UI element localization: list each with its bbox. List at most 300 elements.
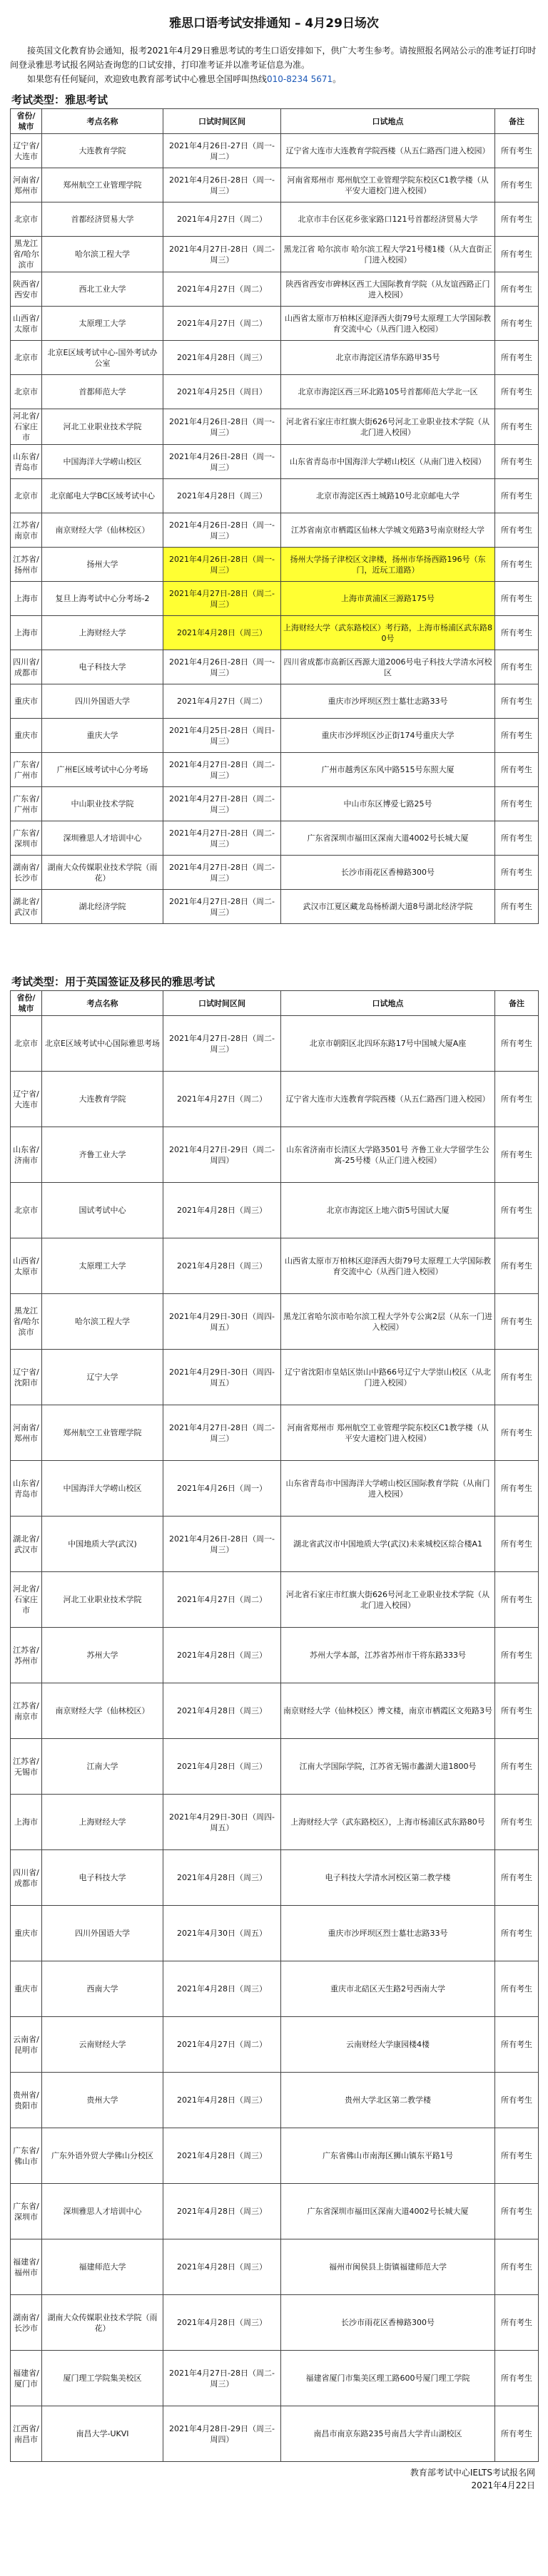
- intro: [10, 43, 538, 86]
- cell-note: 所有考生: [495, 1628, 539, 1683]
- cell-note: 所有考生: [495, 1572, 539, 1628]
- cell-note: 所有考生: [495, 1961, 539, 2017]
- cell-note: 所有考生: [495, 2351, 539, 2406]
- cell-time: 2021年4月25日（周日）: [163, 375, 281, 409]
- cell-note: 所有考生: [495, 548, 539, 582]
- cell-city: 江苏省/南京市: [11, 513, 42, 548]
- cell-city: 北京市: [11, 341, 42, 375]
- cell-time: 2021年4月28日（周三）: [163, 2295, 281, 2351]
- cell-center: 大连教育学院: [42, 1072, 163, 1127]
- cell-center: 中国地质大学(武汉): [42, 1517, 163, 1572]
- cell-note: 所有考生: [495, 2073, 539, 2128]
- table-row: [11, 719, 539, 753]
- cell-note: 所有考生: [495, 1906, 539, 1961]
- cell-venue: 山东省济南市长清区大学路3501号 齐鲁工业大学留学生公寓-25号楼（从正门进入校园）: [281, 1127, 495, 1183]
- cell-city: 湖南省/长沙市: [11, 2295, 42, 2351]
- cell-city: 辽宁省/沈阳市: [11, 1350, 42, 1405]
- cell-time: 2021年4月27日（周二）: [163, 1572, 281, 1628]
- cell-venue: 山西省太原市万柏林区迎泽西大街79号太原理工大学国际教育交流中心（从西门进入校园）: [281, 1238, 495, 1294]
- cell-note: 所有考生: [495, 513, 539, 548]
- cell-city: 山东省/青岛市: [11, 1461, 42, 1517]
- cell-time: 2021年4月28日（周三）: [163, 1238, 281, 1294]
- cell-center: 重庆大学: [42, 719, 163, 753]
- cell-note: 所有考生: [495, 307, 539, 341]
- cell-city: 江苏省/南京市: [11, 1683, 42, 1739]
- cell-note: 所有考生: [495, 719, 539, 753]
- cell-venue: 长沙市雨花区香樟路300号: [281, 2295, 495, 2351]
- cell-time: 2021年4月28日（周三）: [163, 2128, 281, 2184]
- cell-note: 所有考生: [495, 375, 539, 409]
- cell-note: 所有考生: [495, 1350, 539, 1405]
- cell-note: 所有考生: [495, 650, 539, 684]
- cell-venue: 武汉市江夏区藏龙岛杨桥湖大道8号湖北经济学院: [281, 890, 495, 924]
- cell-center: 云南财经大学: [42, 2017, 163, 2073]
- cell-city: 北京市: [11, 479, 42, 513]
- cell-venue: 辽宁省大连市大连教育学院西楼（从五仁路西门进入校园）: [281, 1072, 495, 1127]
- header-time: 口试时间区间: [163, 991, 281, 1016]
- section2-body: [11, 1016, 539, 2462]
- cell-center: 哈尔滨工程大学: [42, 1294, 163, 1350]
- header-time: 口试时间区间: [163, 109, 281, 134]
- cell-venue: 中山市东区博爱七路25号: [281, 787, 495, 821]
- section1-heading: 考试类型：雅思考试: [11, 93, 108, 106]
- cell-venue: 重庆市北碚区天生路2号西南大学: [281, 1961, 495, 2017]
- cell-city: 上海市: [11, 582, 42, 616]
- table-row: [11, 2295, 539, 2351]
- header-center: 考点名称: [42, 991, 163, 1016]
- cell-time: 2021年4月28日（周三）: [163, 2184, 281, 2239]
- cell-city: 上海市: [11, 1795, 42, 1850]
- cell-time: 2021年4月26日-28日（周一-周三）: [163, 168, 281, 202]
- cell-venue: 苏州大学本部，江苏省苏州市干将东路333号: [281, 1628, 495, 1683]
- cell-venue: 山西省太原市万柏林区迎泽西大街79号太原理工大学国际教育交流中心（从西门进入校园）: [281, 307, 495, 341]
- cell-time: 2021年4月26日-28日（周一-周三）: [163, 409, 281, 445]
- cell-center: 西北工业大学: [42, 272, 163, 307]
- notice-page: [10, 0, 538, 2492]
- cell-city: 重庆市: [11, 684, 42, 719]
- table-row: [11, 684, 539, 719]
- cell-time: 2021年4月28日（周三）: [163, 1628, 281, 1683]
- header-venue: 口试地点: [281, 109, 495, 134]
- cell-note: 所有考生: [495, 821, 539, 856]
- cell-venue: 南昌市南京东路235号南昌大学青山湖校区: [281, 2406, 495, 2462]
- cell-note: 所有考生: [495, 753, 539, 787]
- cell-note: 所有考生: [495, 237, 539, 272]
- cell-center: 南昌大学-UKVI: [42, 2406, 163, 2462]
- cell-note: 所有考生: [495, 684, 539, 719]
- cell-note: 所有考生: [495, 1238, 539, 1294]
- footer-date: 2021年4月22日: [471, 2480, 535, 2490]
- table-row: [11, 1350, 539, 1405]
- cell-center: 西南大学: [42, 1961, 163, 2017]
- cell-time: 2021年4月28日（周三）: [163, 479, 281, 513]
- cell-time: 2021年4月28日-29日（周三-周四）: [163, 2406, 281, 2462]
- header-center: 考点名称: [42, 109, 163, 134]
- footer: [10, 2466, 538, 2492]
- cell-city: 江苏省/扬州市: [11, 548, 42, 582]
- cell-time: 2021年4月28日（周三）: [163, 1850, 281, 1906]
- cell-time: 2021年4月26日-28日（周一-周三）: [163, 513, 281, 548]
- cell-city: 北京市: [11, 202, 42, 237]
- cell-time: 2021年4月28日（周三）: [163, 2073, 281, 2128]
- cell-note: 所有考生: [495, 2184, 539, 2239]
- cell-city: 上海市: [11, 616, 42, 650]
- cell-note: 所有考生: [495, 616, 539, 650]
- contact-prefix: 如果您有任何疑问，欢迎致电教育部考试中心雅思全国呼叫热线: [27, 74, 268, 84]
- cell-venue: 北京市海淀区上地六街5号国试大厦: [281, 1183, 495, 1238]
- table-row: [11, 202, 539, 237]
- cell-city: 重庆市: [11, 719, 42, 753]
- cell-center: 湖南大众传媒职业技术学院（雨花）: [42, 2295, 163, 2351]
- header-city: 省份/城市: [11, 991, 42, 1016]
- cell-venue: 上海市黄浦区三源路175号: [281, 582, 495, 616]
- cell-center: 太原理工大学: [42, 307, 163, 341]
- cell-time: 2021年4月26日-28日（周一-周三）: [163, 1517, 281, 1572]
- cell-venue: 福州市闽侯县上街镇福建师范大学: [281, 2239, 495, 2295]
- cell-center: 大连教育学院: [42, 134, 163, 168]
- cell-city: 河南省/郑州市: [11, 1405, 42, 1461]
- cell-venue: 河北省石家庄市红旗大街626号河北工业职业技术学院（从北门进入校园）: [281, 1572, 495, 1628]
- table-row: [11, 513, 539, 548]
- cell-city: 山西省/太原市: [11, 307, 42, 341]
- section2-heading: 考试类型：用于英国签证及移民的雅思考试: [11, 975, 215, 988]
- cell-note: 所有考生: [495, 1461, 539, 1517]
- cell-center: 上海财经大学: [42, 1795, 163, 1850]
- cell-venue: 陕西省西安市碑林区西工大国际教育学院（从友谊西路正门进入校园）: [281, 272, 495, 307]
- cell-note: 所有考生: [495, 856, 539, 890]
- table-row: [11, 2128, 539, 2184]
- cell-venue: 黑龙江省 哈尔滨市 哈尔滨工程大学21号楼1楼（从大直街正门进入校园）: [281, 237, 495, 272]
- cell-center: 河北工业职业技术学院: [42, 1572, 163, 1628]
- cell-center: 郑州航空工业管理学院: [42, 168, 163, 202]
- cell-note: 所有考生: [495, 787, 539, 821]
- cell-note: 所有考生: [495, 1739, 539, 1795]
- cell-center: 哈尔滨工程大学: [42, 237, 163, 272]
- cell-city: 江苏省/无锡市: [11, 1739, 42, 1795]
- cell-venue: 贵州大学北区第二教学楼: [281, 2073, 495, 2128]
- table-row: [11, 856, 539, 890]
- table-header-row: [11, 109, 539, 134]
- cell-time: 2021年4月27日-28日（周二-周三）: [163, 856, 281, 890]
- cell-center: 贵州大学: [42, 2073, 163, 2128]
- section1-body: [11, 134, 539, 924]
- cell-venue: 湖北省武汉市中国地质大学(武汉)未来城校区综合楼A1: [281, 1517, 495, 1572]
- table-row: [11, 2351, 539, 2406]
- cell-city: 河北省/石家庄市: [11, 1572, 42, 1628]
- cell-center: 太原理工大学: [42, 1238, 163, 1294]
- cell-note: 所有考生: [495, 2017, 539, 2073]
- cell-city: 河北省/石家庄市: [11, 409, 42, 445]
- table-row: [11, 753, 539, 787]
- cell-time: 2021年4月27日-28日（周二-周三）: [163, 2351, 281, 2406]
- cell-time: 2021年4月27日-28日（周二-周三）: [163, 890, 281, 924]
- table-row: [11, 2017, 539, 2073]
- table-row: [11, 307, 539, 341]
- table-row: [11, 1572, 539, 1628]
- table-row: [11, 237, 539, 272]
- cell-center: 齐鲁工业大学: [42, 1127, 163, 1183]
- table-row: [11, 1127, 539, 1183]
- cell-time: 2021年4月27日-28日（周二-周三）: [163, 237, 281, 272]
- table-row: [11, 2073, 539, 2128]
- cell-note: 所有考生: [495, 479, 539, 513]
- cell-city: 广东省/深圳市: [11, 821, 42, 856]
- table-row: [11, 548, 539, 582]
- cell-center: 中国海洋大学崂山校区: [42, 1461, 163, 1517]
- cell-venue: 福建省厦门市集美区理工路600号厦门理工学院: [281, 2351, 495, 2406]
- cell-venue: 南京财经大学（仙林校区）博文楼，南京市栖霞区文苑路3号: [281, 1683, 495, 1739]
- cell-center: 首都师范大学: [42, 375, 163, 409]
- cell-note: 所有考生: [495, 445, 539, 479]
- cell-venue: 云南财经大学康园楼4楼: [281, 2017, 495, 2073]
- cell-city: 黑龙江省/哈尔滨市: [11, 1294, 42, 1350]
- cell-time: 2021年4月29日-30日（周四-周五）: [163, 1795, 281, 1850]
- cell-center: 复旦上海考试中心分考场-2: [42, 582, 163, 616]
- cell-note: 所有考生: [495, 1294, 539, 1350]
- table-row: [11, 1238, 539, 1294]
- cell-note: 所有考生: [495, 1405, 539, 1461]
- cell-time: 2021年4月26日-28日（周一-周三）: [163, 650, 281, 684]
- cell-center: 首都经济贸易大学: [42, 202, 163, 237]
- cell-time: 2021年4月27日-28日（周二-周三）: [163, 1405, 281, 1461]
- cell-time: 2021年4月28日（周三）: [163, 2239, 281, 2295]
- cell-venue: 北京市海淀区清华东路甲35号: [281, 341, 495, 375]
- cell-city: 广东省/广州市: [11, 787, 42, 821]
- cell-center: 四川外国语大学: [42, 684, 163, 719]
- cell-time: 2021年4月30日（周五）: [163, 1906, 281, 1961]
- cell-venue: 重庆市沙坪坝区烈士墓壮志路33号: [281, 684, 495, 719]
- cell-city: 四川省/成都市: [11, 1850, 42, 1906]
- cell-city: 广东省/广州市: [11, 753, 42, 787]
- table-row: [11, 134, 539, 168]
- cell-center: 南京财经大学（仙林校区）: [42, 1683, 163, 1739]
- cell-note: 所有考生: [495, 409, 539, 445]
- cell-city: 福建省/福州市: [11, 2239, 42, 2295]
- cell-city: 湖北省/武汉市: [11, 890, 42, 924]
- cell-center: 上海财经大学: [42, 616, 163, 650]
- cell-center: 电子科技大学: [42, 1850, 163, 1906]
- table-row: [11, 445, 539, 479]
- cell-note: 所有考生: [495, 582, 539, 616]
- table-row: [11, 1461, 539, 1517]
- cell-venue: 江苏省南京市栖霞区仙林大学城文苑路3号南京财经大学: [281, 513, 495, 548]
- table-row: [11, 1072, 539, 1127]
- header-venue: 口试地点: [281, 991, 495, 1016]
- cell-venue: 北京市海淀区西三环北路105号首都师范大学北一区: [281, 375, 495, 409]
- footer-org: 教育部考试中心IELTS考试报名网: [410, 2468, 535, 2478]
- page-title: 雅思口语考试安排通知 – 4月29日场次: [169, 16, 379, 31]
- cell-center: 国试考试中心: [42, 1183, 163, 1238]
- cell-venue: 重庆市沙坪坝区沙正街174号重庆大学: [281, 719, 495, 753]
- cell-center: 郑州航空工业管理学院: [42, 1405, 163, 1461]
- header-note: 备注: [495, 109, 539, 134]
- table-row: [11, 1294, 539, 1350]
- cell-center: 广州E区域考试中心分考场: [42, 753, 163, 787]
- cell-center: 北京E区域考试中心国际雅思考场: [42, 1016, 163, 1072]
- table-row: [11, 1739, 539, 1795]
- cell-venue: 电子科技大学清水河校区第二教学楼: [281, 1850, 495, 1906]
- cell-venue: 辽宁省沈阳市皇姑区崇山中路66号辽宁大学崇山校区（从北门进入校园）: [281, 1350, 495, 1405]
- cell-venue: 辽宁省大连市大连教育学院西楼（从五仁路西门进入校园）: [281, 134, 495, 168]
- cell-city: 山东省/济南市: [11, 1127, 42, 1183]
- table-row: [11, 1795, 539, 1850]
- cell-time: 2021年4月28日（周三）: [163, 1183, 281, 1238]
- cell-venue: 四川省成都市高新区西源大道2006号电子科技大学清水河校区: [281, 650, 495, 684]
- cell-city: 云南省/昆明市: [11, 2017, 42, 2073]
- table-row: [11, 1183, 539, 1238]
- cell-time: 2021年4月27日（周二）: [163, 272, 281, 307]
- cell-city: 四川省/成都市: [11, 650, 42, 684]
- table-row: [11, 890, 539, 924]
- cell-venue: 山东省青岛市中国海洋大学崂山校区国际教育学院（从南门进入校园）: [281, 1461, 495, 1517]
- cell-center: 南京财经大学（仙林校区）: [42, 513, 163, 548]
- cell-note: 所有考生: [495, 2128, 539, 2184]
- cell-city: 黑龙江省/哈尔滨市: [11, 237, 42, 272]
- cell-center: 深圳雅思人才培训中心: [42, 2184, 163, 2239]
- cell-time: 2021年4月27日-28日（周二-周三）: [163, 753, 281, 787]
- table-row: [11, 272, 539, 307]
- cell-city: 江苏省/苏州市: [11, 1628, 42, 1683]
- cell-city: 重庆市: [11, 1906, 42, 1961]
- header-note: 备注: [495, 991, 539, 1016]
- cell-venue: 河南省郑州市 郑州航空工业管理学院东校区C1教学楼（从平安大道校门进入校园）: [281, 168, 495, 202]
- cell-venue: 上海财经大学（武东路校区），上海市杨浦区武东路80号: [281, 1795, 495, 1850]
- cell-venue: 河北省石家庄市红旗大街626号河北工业职业技术学院（从北门进入校园）: [281, 409, 495, 445]
- table-row: [11, 2406, 539, 2462]
- cell-center: 厦门理工学院集美校区: [42, 2351, 163, 2406]
- cell-note: 所有考生: [495, 1850, 539, 1906]
- cell-city: 广东省/佛山市: [11, 2128, 42, 2184]
- cell-city: 广东省/深圳市: [11, 2184, 42, 2239]
- cell-note: 所有考生: [495, 1517, 539, 1572]
- cell-city: 北京市: [11, 1016, 42, 1072]
- cell-note: 所有考生: [495, 2239, 539, 2295]
- cell-venue: 广东省佛山市南海区狮山镇东平路1号: [281, 2128, 495, 2184]
- cell-center: 河北工业职业技术学院: [42, 409, 163, 445]
- cell-city: 山东省/青岛市: [11, 445, 42, 479]
- table-row: [11, 616, 539, 650]
- table-row: [11, 409, 539, 445]
- header-city: 省份/城市: [11, 109, 42, 134]
- cell-center: 江南大学: [42, 1739, 163, 1795]
- cell-time: 2021年4月26日-27日（周一-周二）: [163, 134, 281, 168]
- cell-note: 所有考生: [495, 272, 539, 307]
- cell-note: 所有考生: [495, 1016, 539, 1072]
- cell-note: 所有考生: [495, 1683, 539, 1739]
- table-row: [11, 1628, 539, 1683]
- cell-time: 2021年4月27日（周二）: [163, 202, 281, 237]
- cell-note: 所有考生: [495, 202, 539, 237]
- table-row: [11, 821, 539, 856]
- cell-venue: 黑龙江省哈尔滨市哈尔滨工程大学外专公寓2层（从东一门进入校园）: [281, 1294, 495, 1350]
- cell-city: 湖南省/长沙市: [11, 856, 42, 890]
- cell-time: 2021年4月25日-28日（周日-周三）: [163, 719, 281, 753]
- section1-table: [10, 108, 539, 924]
- table-row: [11, 2239, 539, 2295]
- table-row: [11, 650, 539, 684]
- table-header-row: [11, 991, 539, 1016]
- cell-venue: 广州市越秀区东风中路515号东照大厦: [281, 753, 495, 787]
- hotline-number: 010-8234 5671: [267, 74, 333, 84]
- cell-city: 辽宁省/大连市: [11, 134, 42, 168]
- cell-center: 中山职业技术学院: [42, 787, 163, 821]
- cell-city: 湖北省/武汉市: [11, 1517, 42, 1572]
- cell-note: 所有考生: [495, 2406, 539, 2462]
- cell-city: 江西省/南昌市: [11, 2406, 42, 2462]
- cell-venue: 上海财经大学（武东路校区）考行路，上海市杨浦区武东路80号: [281, 616, 495, 650]
- cell-venue: 扬州大学扬子津校区文津楼，扬州市华扬西路196号（东门，近玩工道路）: [281, 548, 495, 582]
- cell-note: 所有考生: [495, 1795, 539, 1850]
- cell-center: 扬州大学: [42, 548, 163, 582]
- cell-note: 所有考生: [495, 1183, 539, 1238]
- cell-time: 2021年4月28日（周三）: [163, 1961, 281, 2017]
- cell-time: 2021年4月27日（周二）: [163, 1072, 281, 1127]
- cell-city: 北京市: [11, 1183, 42, 1238]
- cell-time: 2021年4月27日（周二）: [163, 307, 281, 341]
- intro-contact: [10, 72, 538, 86]
- cell-city: 重庆市: [11, 1961, 42, 2017]
- cell-time: 2021年4月28日（周三）: [163, 1739, 281, 1795]
- cell-city: 贵州省/贵阳市: [11, 2073, 42, 2128]
- cell-venue: 河南省郑州市 郑州航空工业管理学院东校区C1教学楼（从平安大道校门进入校园）: [281, 1405, 495, 1461]
- cell-note: 所有考生: [495, 168, 539, 202]
- cell-center: 北京邮电大学BC区域考试中心: [42, 479, 163, 513]
- contact-suffix: 。: [333, 74, 342, 84]
- cell-time: 2021年4月27日-28日（周二-周三）: [163, 787, 281, 821]
- cell-center: 湖南大众传媒职业技术学院（雨花）: [42, 856, 163, 890]
- cell-venue: 北京市朝阳区北四环东路17号中国城大厦A座: [281, 1016, 495, 1072]
- cell-time: 2021年4月29日-30日（周四-周五）: [163, 1294, 281, 1350]
- cell-time: 2021年4月27日（周二）: [163, 684, 281, 719]
- cell-venue: 江南大学国际学院，江苏省无锡市蠡湖大道1800号: [281, 1739, 495, 1795]
- table-row: [11, 787, 539, 821]
- cell-center: 中国海洋大学崂山校区: [42, 445, 163, 479]
- cell-center: 辽宁大学: [42, 1350, 163, 1405]
- table-row: [11, 479, 539, 513]
- intro-paragraph: 接英国文化教育协会通知，报考2021年4月29日雅思考试的考生口语安排如下，供广大考生参考。请按照报名网站公示的准考证打印时间登录雅思考试报名网站查询您的口试安排，打印准考证并以准考证信息为准。: [10, 46, 537, 70]
- table-row: [11, 375, 539, 409]
- table-row: [11, 1405, 539, 1461]
- cell-center: 苏州大学: [42, 1628, 163, 1683]
- cell-center: 广东外语外贸大学佛山分校区: [42, 2128, 163, 2184]
- cell-time: 2021年4月27日-28日（周二-周三）: [163, 1016, 281, 1072]
- cell-note: 所有考生: [495, 2295, 539, 2351]
- table-row: [11, 168, 539, 202]
- cell-time: 2021年4月26日-28日（周一-周三）: [163, 548, 281, 582]
- cell-venue: 北京市海淀区西土城路10号北京邮电大学: [281, 479, 495, 513]
- table-row: [11, 582, 539, 616]
- cell-time: 2021年4月27日-29日（周二-周四）: [163, 1127, 281, 1183]
- cell-time: 2021年4月27日-28日（周二-周三）: [163, 582, 281, 616]
- cell-time: 2021年4月26日-28日（周一-周三）: [163, 445, 281, 479]
- cell-city: 陕西省/西安市: [11, 272, 42, 307]
- cell-venue: 重庆市沙坪坝区烈士墓壮志路33号: [281, 1906, 495, 1961]
- cell-time: 2021年4月26日（周一）: [163, 1461, 281, 1517]
- table-row: [11, 1016, 539, 1072]
- table-row: [11, 1906, 539, 1961]
- cell-time: 2021年4月27日-28日（周二-周三）: [163, 821, 281, 856]
- cell-venue: 长沙市雨花区香樟路300号: [281, 856, 495, 890]
- cell-note: 所有考生: [495, 1072, 539, 1127]
- cell-note: 所有考生: [495, 134, 539, 168]
- cell-note: 所有考生: [495, 1127, 539, 1183]
- cell-time: 2021年4月28日（周三）: [163, 1683, 281, 1739]
- cell-venue: 广东省深圳市福田区深南大道4002号长城大厦: [281, 2184, 495, 2239]
- cell-center: 四川外国语大学: [42, 1906, 163, 1961]
- cell-time: 2021年4月28日（周三）: [163, 341, 281, 375]
- cell-venue: 山东省青岛市中国海洋大学崂山校区（从南门进入校园）: [281, 445, 495, 479]
- cell-center: 电子科技大学: [42, 650, 163, 684]
